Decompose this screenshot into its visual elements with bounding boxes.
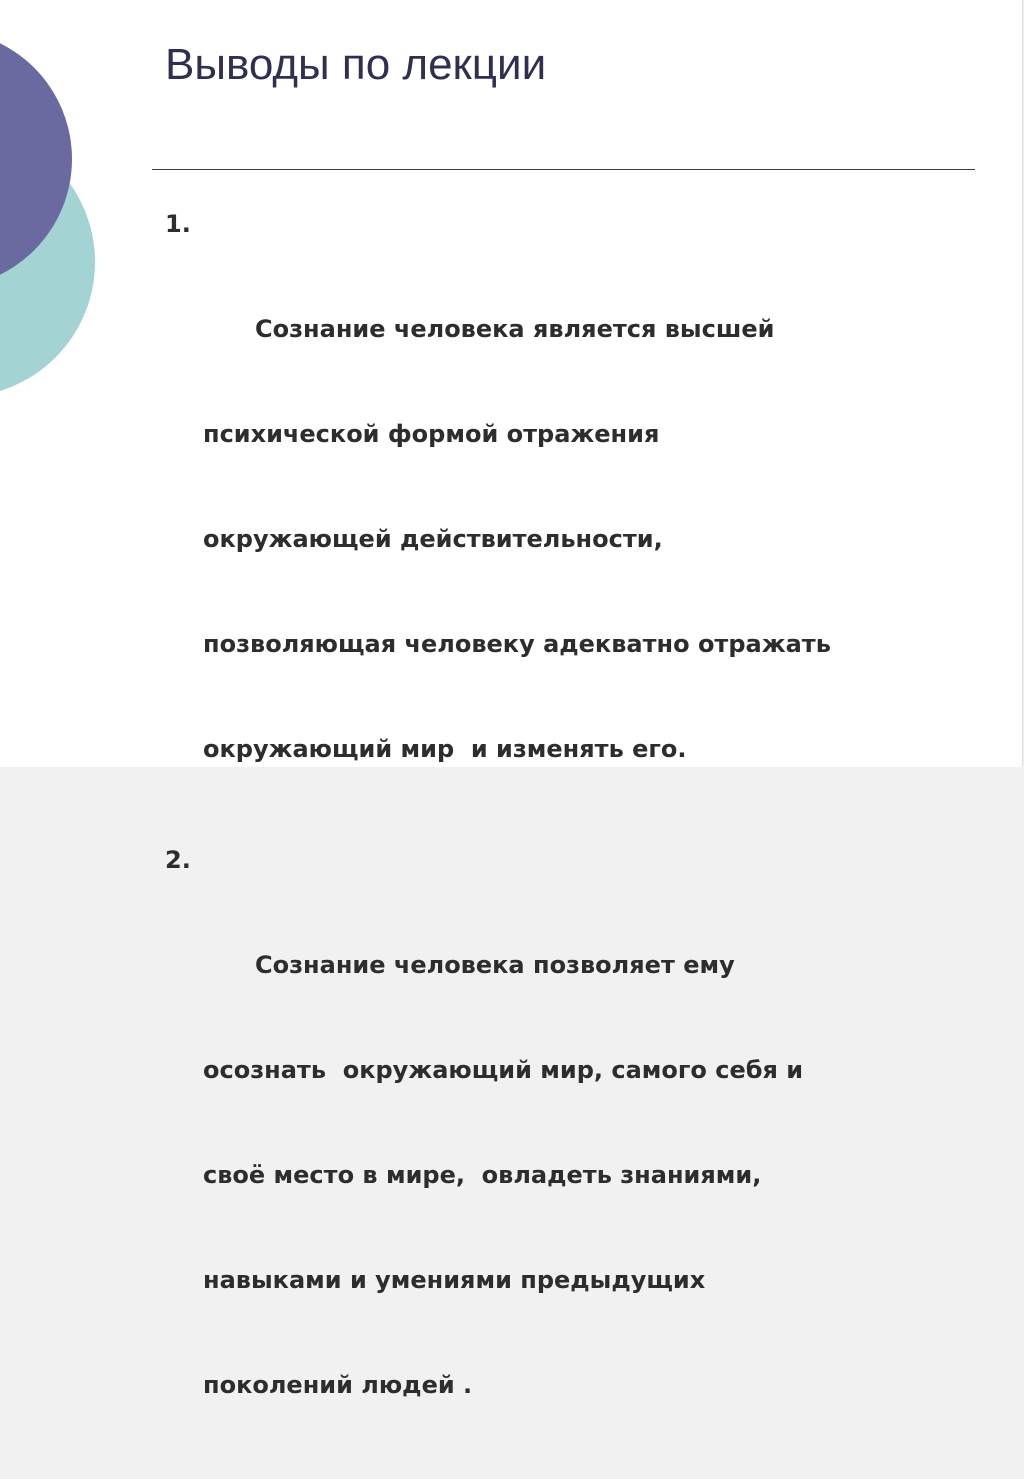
item-number: 1. [165,210,191,238]
item-line: позволяющая человеку адекватно отражать [203,630,831,658]
item-line: поколений людей . [203,1371,473,1399]
item-number: 2. [165,846,191,874]
list-item [165,207,985,837]
item-line: осознать окружающий мир, самого себя и [203,1056,804,1084]
title-divider [152,169,975,170]
item-line: Сознание человека позволяет ему [255,951,735,979]
item-line: навыками и умениями предыдущих [203,1266,706,1294]
slide-title: Выводы по лекции [165,40,547,89]
item-line: Сознание человека является высшей [255,315,775,343]
item-line: психической формой отражения [203,420,660,448]
list-item [165,843,985,1473]
item-line: своё место в мире, овладеть знаниями, [203,1161,762,1189]
item-line: окружающий мир и изменять его. [203,735,687,763]
item-line: окружающей действительности, [203,525,663,553]
conclusions-list [165,207,985,1479]
